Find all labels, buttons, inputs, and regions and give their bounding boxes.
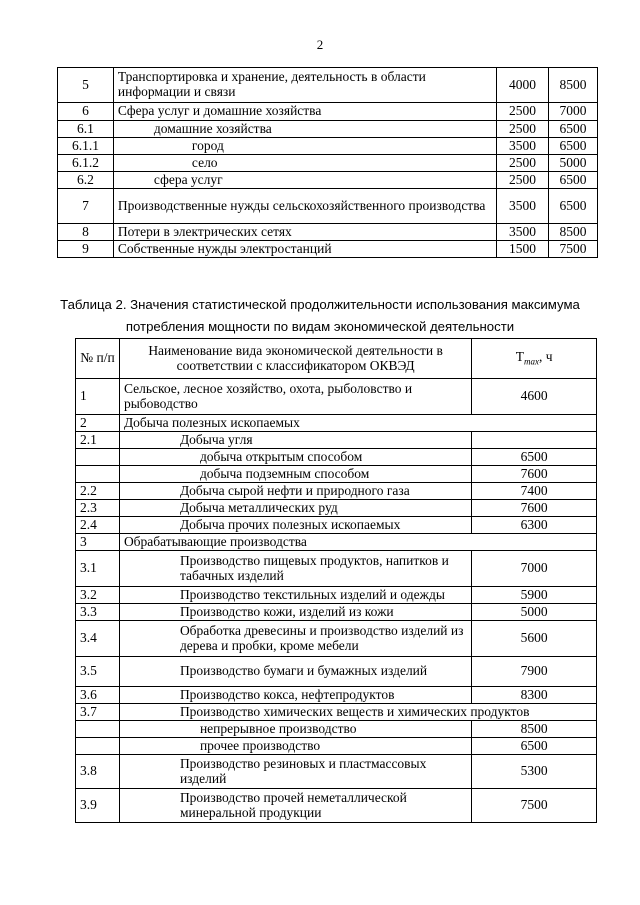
row-value-1: 2500 [497, 155, 549, 172]
row-number: 7 [58, 189, 114, 224]
row-value-1: 3500 [497, 138, 549, 155]
row-number: 3.4 [76, 621, 120, 657]
page-number: 2 [316, 37, 324, 52]
row-tmax-value: 7000 [472, 551, 597, 587]
row-number: 2.2 [76, 483, 120, 500]
row-tmax-value: 5600 [472, 621, 597, 657]
row-value-2: 7000 [549, 103, 598, 121]
row-activity-name: Добыча металлических руд [119, 500, 471, 517]
row-number: 6.1 [58, 121, 114, 138]
row-activity-name: Производство прочей неметаллической минеральной продукции [119, 789, 471, 823]
row-activity-name: Обработка древесины и производство изделий из дерева и пробки, кроме мебели [119, 621, 471, 657]
row-name: Потери в электрических сетях [113, 224, 496, 241]
row-name: Производственные нужды сельскохозяйственного производства [113, 189, 496, 224]
table-row [76, 500, 597, 517]
row-name: Сфера услуг и домашние хозяйства [113, 103, 496, 121]
header-number: № п/п [76, 339, 120, 379]
header-tmax-sub: max [524, 356, 539, 367]
row-name: сфера услуг [113, 172, 496, 189]
row-value-2: 8500 [549, 224, 598, 241]
row-value-1: 3500 [497, 224, 549, 241]
row-name: Собственные нужды электростанций [113, 241, 496, 258]
row-tmax-value: 8300 [472, 687, 597, 704]
row-value-2: 6500 [549, 172, 598, 189]
row-activity-name: Производство кокса, нефтепродуктов [119, 687, 471, 704]
row-activity-name: Производство текстильных изделий и одежды [119, 587, 471, 604]
row-tmax-value: 5000 [472, 604, 597, 621]
table-row [76, 415, 597, 432]
row-activity-name: Сельское, лесное хозяйство, охота, рыболовство и рыбоводство [119, 379, 471, 415]
table-row [76, 587, 597, 604]
row-number: 8 [58, 224, 114, 241]
row-activity-name: Производство химических веществ и химических продуктов [119, 704, 596, 721]
table-row [76, 449, 597, 466]
row-tmax-value [472, 432, 597, 449]
row-name: село [113, 155, 496, 172]
row-number: 3.6 [76, 687, 120, 704]
header-activity-name: Наименование вида экономической деятельности в соответствии с классификатором ОКВЭД [119, 339, 471, 379]
table-row [58, 241, 598, 258]
row-value-2: 6500 [549, 189, 598, 224]
row-tmax-value: 6500 [472, 738, 597, 755]
table2-caption: Таблица 2. Значения статистической продолжительности использования максимума потребления мощности по видам экономической деятельности [60, 297, 580, 334]
table-row [76, 604, 597, 621]
row-tmax-value: 7600 [472, 500, 597, 517]
row-activity-name: Производство резиновых и пластмассовых изделий [119, 755, 471, 789]
row-activity-name: Производство бумаги и бумажных изделий [119, 657, 471, 687]
row-value-1: 2500 [497, 103, 549, 121]
row-tmax-value: 6500 [472, 449, 597, 466]
row-number: 6.1.1 [58, 138, 114, 155]
row-number [76, 738, 120, 755]
table-row [58, 155, 598, 172]
row-value-2: 6500 [549, 121, 598, 138]
row-number: 2.1 [76, 432, 120, 449]
row-activity-name: непрерывное производство [119, 721, 471, 738]
table-row [76, 483, 597, 500]
table-row [76, 657, 597, 687]
row-number [76, 721, 120, 738]
table-row [76, 687, 597, 704]
row-number: 2.4 [76, 517, 120, 534]
row-tmax-value: 6300 [472, 517, 597, 534]
row-number: 3.1 [76, 551, 120, 587]
row-activity-name: добыча открытым способом [119, 449, 471, 466]
row-activity-name: добыча подземным способом [119, 466, 471, 483]
row-value-1: 1500 [497, 241, 549, 258]
row-number [76, 466, 120, 483]
row-number: 3.8 [76, 755, 120, 789]
row-activity-name: Добыча прочих полезных ископаемых [119, 517, 471, 534]
row-number: 3 [76, 534, 120, 551]
tmax-table [75, 338, 597, 823]
row-name: Транспортировка и хранение, деятельность в области информации и связи [113, 68, 496, 103]
row-activity-name: Добыча угля [119, 432, 471, 449]
table-row [76, 738, 597, 755]
row-number: 6 [58, 103, 114, 121]
table-row [58, 121, 598, 138]
row-value-1: 2500 [497, 172, 549, 189]
row-name: домашние хозяйства [113, 121, 496, 138]
row-tmax-value: 5900 [472, 587, 597, 604]
row-number: 1 [76, 379, 120, 415]
table-row [76, 755, 597, 789]
row-number: 3.3 [76, 604, 120, 621]
row-activity-name: Обрабатывающие производства [119, 534, 596, 551]
table-row [58, 189, 598, 224]
table-row [58, 138, 598, 155]
table-row [76, 534, 597, 551]
row-value-1: 3500 [497, 189, 549, 224]
row-number [76, 449, 120, 466]
row-value-2: 6500 [549, 138, 598, 155]
row-tmax-value: 7400 [472, 483, 597, 500]
row-tmax-value: 8500 [472, 721, 597, 738]
table-row [76, 551, 597, 587]
consumption-table-continued [57, 67, 598, 258]
row-value-2: 8500 [549, 68, 598, 103]
table-row [76, 621, 597, 657]
row-tmax-value: 5300 [472, 755, 597, 789]
row-number: 3.7 [76, 704, 120, 721]
table-row [76, 789, 597, 823]
row-activity-name: Производство пищевых продуктов, напитков и табачных изделий [119, 551, 471, 587]
row-tmax-value: 4600 [472, 379, 597, 415]
row-value-1: 2500 [497, 121, 549, 138]
row-number: 2.3 [76, 500, 120, 517]
table-row [58, 103, 598, 121]
row-number: 6.2 [58, 172, 114, 189]
row-number: 3.2 [76, 587, 120, 604]
row-number: 2 [76, 415, 120, 432]
header-tmax-symbol: T [515, 348, 524, 364]
row-tmax-value: 7900 [472, 657, 597, 687]
row-value-1: 4000 [497, 68, 549, 103]
header-tmax-unit: , ч [539, 348, 553, 364]
row-activity-name: Добыча сырой нефти и природного газа [119, 483, 471, 500]
row-activity-name: прочее производство [119, 738, 471, 755]
table-row [58, 172, 598, 189]
row-tmax-value: 7500 [472, 789, 597, 823]
table-row [76, 432, 597, 449]
row-activity-name: Добыча полезных ископаемых [119, 415, 596, 432]
row-number: 9 [58, 241, 114, 258]
row-value-2: 5000 [549, 155, 598, 172]
table-row [76, 704, 597, 721]
row-number: 3.5 [76, 657, 120, 687]
table-row [58, 224, 598, 241]
row-name: город [113, 138, 496, 155]
row-number: 5 [58, 68, 114, 103]
table-row [58, 68, 598, 103]
row-value-2: 7500 [549, 241, 598, 258]
table-row [76, 466, 597, 483]
row-number: 6.1.2 [58, 155, 114, 172]
table-header-row [76, 339, 597, 379]
row-activity-name: Производство кожи, изделий из кожи [119, 604, 471, 621]
table-row [76, 517, 597, 534]
header-tmax [472, 339, 597, 379]
row-tmax-value: 7600 [472, 466, 597, 483]
row-number: 3.9 [76, 789, 120, 823]
table-row [76, 379, 597, 415]
table-row [76, 721, 597, 738]
